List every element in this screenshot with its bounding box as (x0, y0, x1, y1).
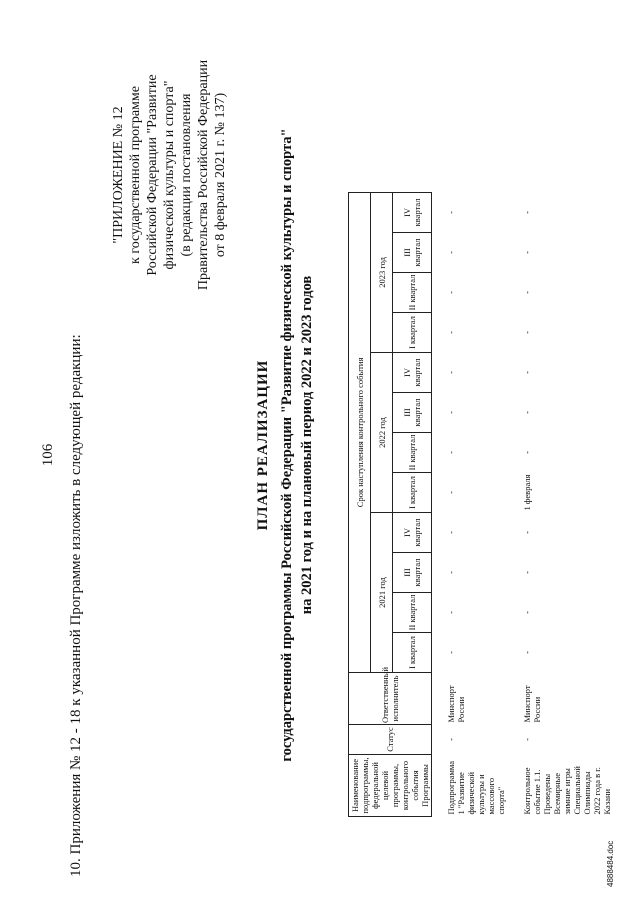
row-cell: - (446, 251, 456, 254)
row-status: - (522, 738, 532, 741)
row-cell: - (446, 211, 456, 214)
plan-subtitle: государственной программы Российской Федерации "Развитие физической культуры и спорта" (279, 128, 295, 762)
appendix-line: от 8 февраля 2021 г. № 137) (213, 92, 228, 258)
row-cell: - (446, 451, 456, 454)
appendix-line: к государственной программе (128, 86, 143, 264)
appendix-line: (в редакции постановления (179, 93, 194, 257)
row-cell: 1 февраля (522, 474, 532, 511)
header-quarter: II квартал (393, 593, 432, 633)
row-cell: - (446, 491, 456, 494)
plan-period: на 2021 год и на плановый период 2022 и 2023 годов (299, 275, 315, 615)
header-quarter: I квартал (393, 313, 432, 353)
header-year-2022: 2022 год (371, 353, 393, 513)
row-responsible: Минспорт России (522, 685, 542, 723)
row-cell: - (522, 571, 532, 574)
row-cell: - (446, 411, 456, 414)
row-cell: - (522, 411, 532, 414)
row-cell: - (446, 611, 456, 614)
header-quarter: III квартал (393, 553, 432, 593)
page-number: 106 (40, 443, 56, 467)
row-cell: - (522, 331, 532, 334)
row-gap (508, 0, 520, 817)
row-cell: - (522, 211, 532, 214)
header-year-2023: 2023 год (371, 192, 393, 352)
row-cell: - (522, 611, 532, 614)
row-cell: - (522, 251, 532, 254)
header-status: Статус (349, 725, 432, 755)
header-quarter: II квартал (393, 433, 432, 473)
row-responsible: Минспорт России (446, 685, 466, 723)
header-spacer (349, 0, 432, 192)
header-quarter: I квартал (393, 473, 432, 513)
appendix-line: Правительства Российской Федерации (196, 59, 211, 291)
amendment-instruction: 10. Приложения № 12 - 18 к указанной Программе изложить в следующей редакции: (68, 334, 84, 877)
row-cell: - (522, 531, 532, 534)
row-gap (432, 0, 445, 817)
row-cell: - (446, 651, 456, 654)
row-cell: - (522, 371, 532, 374)
appendix-line: Российской Федерации "Развитие (145, 74, 160, 276)
appendix-line: "ПРИЛОЖЕНИЕ № 12 (111, 106, 126, 244)
header-name: Наименование подпрограммы, федеральной целевой программы, контрольного события Программы (349, 755, 432, 817)
header-quarter: I квартал (393, 633, 432, 673)
header-quarter: IV квартал (393, 353, 432, 393)
header-responsible: Ответственный исполнитель (349, 673, 432, 725)
row-spacer (520, 0, 614, 192)
header-quarter: IV квартал (393, 513, 432, 553)
row-spacer (444, 0, 508, 192)
row-cell: - (522, 651, 532, 654)
header-quarter: III квартал (393, 233, 432, 273)
row-cell: - (446, 331, 456, 334)
implementation-plan-table (348, 0, 614, 817)
row-cell: - (446, 291, 456, 294)
appendix-header (110, 5, 229, 345)
row-cell: - (522, 451, 532, 454)
row-cell: - (446, 571, 456, 574)
table-row (520, 0, 614, 817)
row-status: - (446, 738, 456, 741)
header-quarter: III квартал (393, 393, 432, 433)
document-code: 4888484.doc (606, 840, 615, 887)
table-row (444, 0, 508, 817)
row-cell: - (522, 291, 532, 294)
plan-title: ПЛАН РЕАЛИЗАЦИИ (255, 359, 271, 531)
row-name: Подпрограмма 1 "Развитие физической культуры и массового спорта" (446, 761, 506, 815)
header-quarter: II квартал (393, 273, 432, 313)
row-cell: - (446, 371, 456, 374)
header-quarter: IV квартал (393, 192, 432, 232)
header-year-2021: 2021 год (371, 513, 393, 673)
appendix-line: физической культуры и спорта" (162, 80, 177, 270)
header-deadline: Срок наступления контрольного события (349, 192, 371, 672)
row-cell: - (446, 531, 456, 534)
row-name: Контрольное событие 1.1. Проведены Всемирные зимние игры Специальной Олимпиады 2022 года в г. Казани (522, 766, 612, 815)
